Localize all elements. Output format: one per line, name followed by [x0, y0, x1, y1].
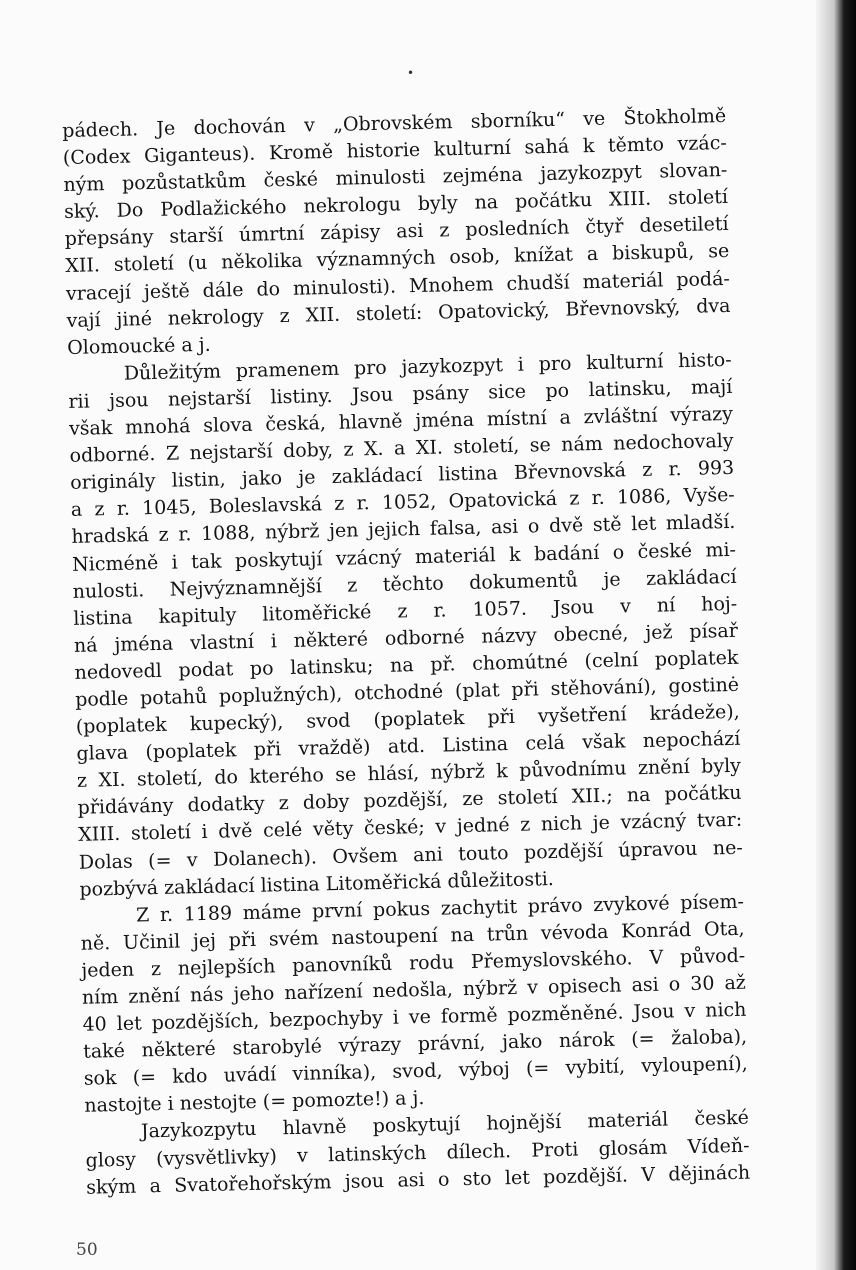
- text-line: přepsány starší úmrtní zápisy asi z posledních čtyř desetiletí: [64, 213, 729, 251]
- text-line: jeden z nejlepších panovníků rodu Přemyslovského. V původ-: [81, 944, 746, 982]
- paragraph-start: Důležitým pramenem pro jazykozpyt i pro kulturní histo-: [123, 348, 732, 385]
- paragraph-start: Z r. 1189 máme první pokus zachytit právo zvykové písem-: [135, 890, 745, 927]
- text-line: vracejí ještě dále do minulosti). Mnohem chudší materiál podá-: [65, 267, 731, 305]
- text-line: XII. století (u několika významných osob, knížat a biskupů, se: [65, 240, 730, 278]
- text-line: odborné. Z nejstarší doby, z X. a XI. století, se nám nedochovaly: [69, 429, 734, 468]
- text-line: ním znění nás jeho nařízení nedošla, nýbrž v opisech asi o 30 až: [81, 971, 747, 1009]
- text-line: 40 let pozdějších, bezpochyby i ve formě pozměněné. Jsou v nich: [82, 998, 747, 1036]
- text-line: originály listin, jako je zakládací listina Břevnovská z r. 993: [70, 457, 735, 495]
- text-line: rii jsou nejstarší listiny. Jsou psány sice po latinsku, mají: [68, 375, 733, 413]
- text-line: sok (= kdo uvádí vinníka), svod, výboj (= vybití, vyloupení),: [83, 1052, 748, 1091]
- text-line: nedovedl podat po latinsku; na př. chomútné (celní poplatek: [74, 646, 739, 684]
- body-text: [62, 103, 750, 1202]
- page-number: 50: [76, 1240, 98, 1260]
- text-line: Olomoucké a j.: [66, 333, 211, 359]
- text-line: hradská z r. 1088, nýbrž jen jejich falsa, asi o dvě stě let mladší.: [71, 511, 736, 549]
- text-line: vají jiné nekrology z XII. století: Opatovický, Břevnovský, dva: [66, 294, 731, 332]
- text-line: také některé starobylé výrazy právní, jako nárok (= žaloba),: [82, 1025, 748, 1063]
- text-line: glava (poplatek při vraždě) atd. Listina celá však nepochází: [76, 727, 741, 765]
- text-line: Nicméně i tak poskytují vzácný materiál k badání o české mi-: [71, 538, 737, 576]
- text-line: nastojte i nestojte (= pomozte!) a j.: [84, 1087, 425, 1118]
- text-line: Dolas (= v Dolanech). Ovšem ani touto pozdější úpravou ne-: [78, 836, 743, 874]
- text-line: glosy (vysvětlivky) v latinských dílech. Proti glosám Vídeň-: [85, 1134, 750, 1172]
- text-line: ná jména vlastní i některé odborné názvy obecné, jež písař: [73, 619, 739, 657]
- text-line: ně. Učinil jej při svém nastoupení na trůn vévoda Konrád Ota,: [80, 917, 745, 955]
- text-line: ským a Svatořehořským jsou asi o sto let pozdější. V dějinách: [86, 1161, 751, 1199]
- text-line: a z r. 1045, Boleslavská z r. 1052, Opatovická z r. 1086, Vyše-: [70, 484, 735, 522]
- text-line: XIII. století i dvě celé věty české; v jedné z nich je vzácný tvar:: [78, 809, 743, 847]
- paragraph-start: Jazykozpytu hlavně poskytují hojnější materiál české: [140, 1107, 750, 1143]
- text-line: nulosti. Nejvýznamnější z těchto dokumentů je zakládací: [72, 565, 737, 603]
- text-line: však mnohá slova česká, hlavně jména místní a zvláštní výrazy: [68, 402, 734, 440]
- book-spine-edge: [816, 0, 856, 1270]
- text-line: z XI. století, do kterého se hlásí, nýbrž k původnímu znění byly: [76, 755, 742, 793]
- printer-mark: •: [407, 66, 415, 80]
- text-line: přidávány dodatky z doby pozdější, ze století XII.; na počátku: [77, 782, 742, 820]
- text-line: (poplatek kupecký), svod (poplatek při vyšetření krádeže),: [75, 700, 740, 738]
- text-line: pozbývá zakládací listina Litoměřická důležitosti.: [79, 867, 555, 901]
- text-line: podle potahů poplužných), otchodné (plat při stěhování), gostinė: [74, 673, 740, 711]
- text-line: listina kapituly litoměřické z r. 1057. Jsou v ní hoj-: [73, 592, 738, 630]
- text-line: ným pozůstatkům české minulosti zejména jazykozpyt slovan-: [63, 159, 728, 197]
- text-line: (Codex Giganteus). Kromě historie kulturní sahá k těmto vzác-: [62, 132, 727, 170]
- text-line: ský. Do Podlažického nekrologu byly na počátku XIII. století: [63, 186, 729, 224]
- text-line: pádech. Je dochován v „Obrovském sborníku“ ve Štokholmě: [62, 104, 727, 142]
